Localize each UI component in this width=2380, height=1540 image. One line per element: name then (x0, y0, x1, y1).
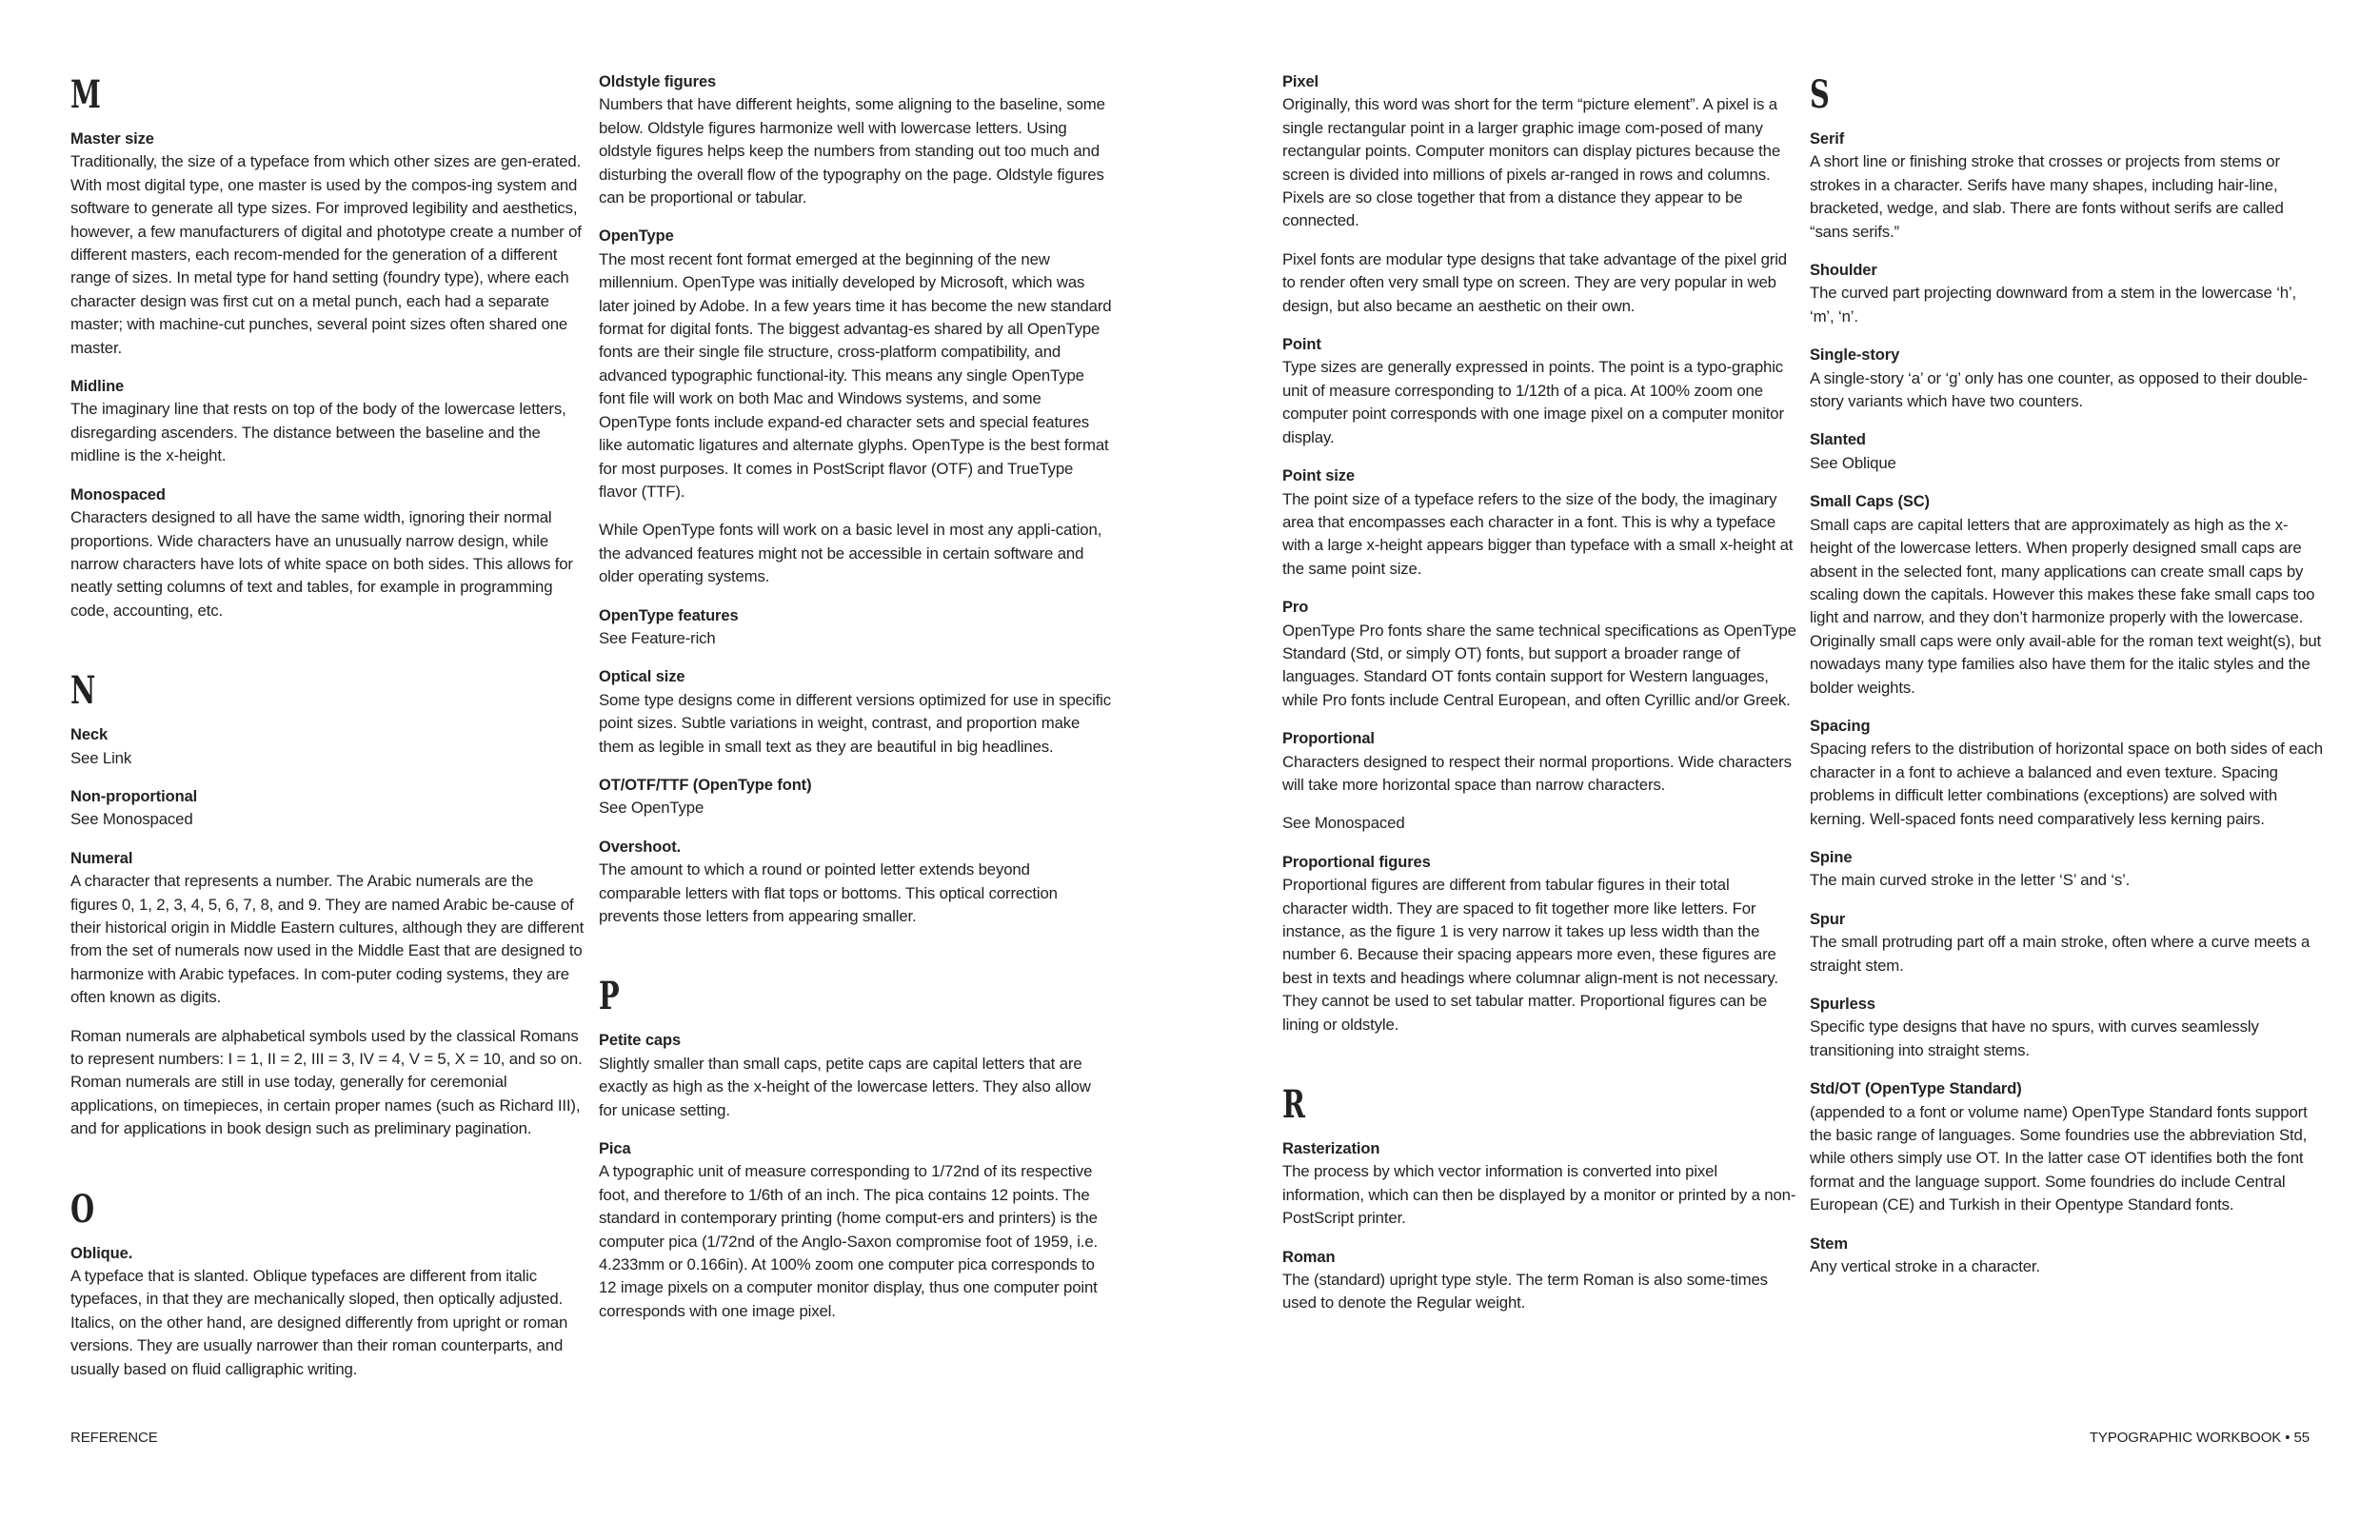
entry-non-proportional (70, 785, 585, 832)
entry-definition: See Link (70, 748, 132, 767)
footer-section-label: REFERENCE (70, 1430, 158, 1446)
entry-term: Pixel (1282, 73, 1319, 90)
entry-term: Midline (70, 378, 125, 396)
entry-term: Shoulder (1810, 262, 1877, 280)
entry-definition: Originally, this word was short for the term “picture element”. A pixel is a single rectangular point in a larger graphic image com-posed of many rectangular points. Computer monitors can display pictures because the screen is divided into millions of pixels ar-ranged in rows and columns. Pixels are so close together that from a distance they appear to be connected. (1282, 95, 1781, 230)
entry-term: Proportional (1282, 730, 1375, 748)
entry-slanted (1810, 428, 2324, 475)
entry-definition: A single-story ‘a’ or ‘g’ only has one counter, as opposed to their double-story variants which have two counters. (1810, 368, 2308, 411)
entry-definition: The point size of a typeface refers to the size of the body, the imaginary area that encompasses each character in a font. This is why a typeface with a large x-height appears bigger than typeface with a small x-height at the same point size. (1282, 489, 1794, 578)
entry-spacing (1810, 715, 2324, 831)
entry-term: Spacing (1810, 717, 1871, 735)
entry-serif (1810, 128, 2324, 244)
section-letter-n: N (70, 668, 96, 714)
entry-definition: Characters designed to all have the same width, ignoring their normal proportions. Wide characters have an unusually narrow design, while narrow characters have lots of white space on both sides. This allows for neatly setting columns of text and tables, for example in programming code, accounting, etc. (70, 508, 573, 620)
entry-term: Roman (1282, 1248, 1336, 1266)
entry-definition: The curved part projecting downward from a stem in the lowercase ‘h’, ‘m’, ‘n’. (1810, 284, 2297, 326)
entry-term: Pica (599, 1140, 631, 1158)
entry-point-size (1282, 464, 1796, 581)
entry-spurless (1810, 993, 2324, 1062)
entry-neck (70, 723, 585, 770)
section-letter-s: S (1810, 72, 1830, 117)
entry-term: Neck (70, 726, 109, 744)
entry-term: Pro (1282, 599, 1309, 617)
entry-shoulder (1810, 259, 2324, 328)
entry-term: OpenType features (599, 606, 739, 624)
entry-term: Spurless (1810, 996, 1875, 1013)
entry-definition: The amount to which a round or pointed letter extends beyond comparable letters with flat tops or bottoms. This optical correction prevents those letters from appearing smaller. (599, 860, 1058, 925)
entry-definition: A typeface that is slanted. Oblique typefaces are different from italic typefaces, in that they are mechanically sloped, then optically adjusted. Italics, on the other hand, are designed differently from upright or roman versions. They are usually narrower than their roman counterparts, and usually based on fluid calligraphic writing. (70, 1267, 568, 1378)
entry-term: Rasterization (1282, 1140, 1380, 1158)
entry-pixel (1282, 70, 1796, 318)
entry-opentype (599, 225, 1113, 588)
entry-definition: Some type designs come in different versions optimized for use in specific point sizes. Subtle variations in weight, contrast, and proportion make them as legible in small text as they are beautiful in big headlines. (599, 690, 1111, 756)
entry-rasterization (1282, 1137, 1796, 1231)
entry-opentype-features (599, 604, 1113, 651)
entry-term: Non-proportional (70, 787, 198, 805)
entry-term: Stem (1810, 1234, 1848, 1253)
entry-definition: Slightly smaller than small caps, petite caps are capital letters that are exactly as high as the x-height of the lowercase letters. They also allow for unicase setting. (599, 1054, 1091, 1119)
entry-definition: See Oblique (1810, 453, 1896, 472)
entry-definition: Small caps are capital letters that are approximately as high as the x-height of the lowercase letters. When properly designed small caps are absent in the selected font, many applications can create small caps by scaling down the capitals. However this makes these fake small caps too light and narrow, and they don’t harmonize properly with the lowercase. Originally small caps were only avail-able for the roman text weight(s), but nowadays many type families also have them for the italic styles and the bolder weights. (1810, 515, 2322, 697)
entry-term: Single-story (1810, 346, 1900, 365)
entry-std-ot (1810, 1077, 2324, 1216)
entry-definition: See Feature-rich (599, 628, 716, 647)
entry-midline (70, 375, 585, 468)
entry-petite-caps (599, 1029, 1113, 1122)
entry-term: Oblique. (70, 1244, 133, 1262)
entry-definition: Proportional figures are different from tabular figures in their total character width. They are spaced to fit together more like letters. For instance, as the figure 1 is very narrow it takes up less width than the number 6. Because their spacing appears more even, these figures are best in texts and headings where columnar align-ment is not necessary. They cannot be used to set tabular matter. Proportional figures can be lining or oldstyle. (1282, 876, 1778, 1034)
entry-point (1282, 333, 1796, 449)
entry-definition: Numbers that have different heights, some aligning to the baseline, some below. Oldstyle figures harmonize well with lowercase letters. Using oldstyle figures helps keep the numbers from standing out too much and disturbing the overall flow of the typography on the page. Oldstyle figures can be proportional or tabular. (599, 95, 1105, 207)
entry-definition: Roman numerals are alphabetical symbols used by the classical Romans to represent numbers: I = 1, II = 2, III = 3, IV = 4, V = 5, X = 10, and so on. Roman numerals are still in use today, generally for ceremonial applications, on timepieces, in certain proper names (such as Richard III), and for applications in book design such as preliminary pagination. (70, 1026, 583, 1138)
entry-pro (1282, 596, 1796, 712)
entry-oldstyle-figures (599, 70, 1113, 209)
entry-term: Optical size (599, 668, 685, 686)
column-2 (599, 70, 1113, 1338)
entry-single-story (1810, 344, 2324, 413)
column-3 (1282, 70, 1796, 1331)
entry-master-size (70, 128, 585, 360)
section-letter-p: P (599, 974, 620, 1019)
entry-definition: The process by which vector information is converted into pixel information, which can then be displayed by a monitor or printed by a non-PostScript printer. (1282, 1162, 1796, 1228)
entry-term: Oldstyle figures (599, 73, 717, 90)
entry-oblique (70, 1242, 585, 1381)
entry-definition: Any vertical stroke in a character. (1810, 1257, 2040, 1276)
entry-term: Monospaced (70, 485, 166, 503)
entry-definition: Traditionally, the size of a typeface from which other sizes are gen-erated. With most digital type, one master is used by the compos-ing system and software to generate all type sizes. For improved legibility and aesthetics, however, a few manufacturers of digital and phototype create a number of different masters, each recom-mended for the generation of a different range of sizes. In metal type for hand setting (foundry type), where each character design was first cut on a metal punch, each had a separate master; with machine-cut punches, several point sizes often shared one master. (70, 152, 582, 357)
entry-term: Std/OT (OpenType Standard) (1810, 1080, 2022, 1098)
entry-proportional (1282, 727, 1796, 836)
entry-term: Point (1282, 336, 1321, 354)
entry-definition: A character that represents a number. The Arabic numerals are the figures 0, 1, 2, 3, 4, 5, 6, 7, 8, and 9. They are named Arabic be-cause of their historical origin in Middle Eastern cultures, although they are different from the set of numerals now used in the Middle East that are designed to harmonize with Arabic typefaces. In com-puter coding systems, they are often known as digits. (70, 872, 585, 1007)
column-1 (70, 74, 585, 1396)
footer-running-title: TYPOGRAPHIC WORKBOOK • 55 (2089, 1430, 2310, 1446)
entry-term: Overshoot. (599, 838, 682, 856)
entry-definition: The (standard) upright type style. The term Roman is also some-times used to denote the Regular weight. (1282, 1271, 1768, 1313)
entry-overshoot (599, 836, 1113, 929)
entry-pica (599, 1137, 1113, 1323)
entry-definition: (appended to a font or volume name) OpenType Standard fonts support the basic range of languages. Some foundries use the abbreviation Std, while others simply use OT. In the latter case OT identifies both the font format and the language support. Some foundries do include Central European (CE) and Turkish in their Opentype Standard fonts. (1810, 1102, 2308, 1214)
entry-definition: The most recent font format emerged at the beginning of the new millennium. OpenType was initially developed by Microsoft, which was later joined by Adobe. In a few years time it has become the new standard format for digital fonts. The biggest advantag-es shared by all OpenType fonts are their single file structure, cross-platform compatibility, and advanced typographic functional-ity. This means any single OpenType font file will work on both Mac and Windows systems, and some OpenType fonts include expand-ed character sets and special features like automatic ligatures and alternate glyphs. OpenType is the best format for most purposes. It comes in PostScript flavor (OTF) and TrueType flavor (TTF). (599, 249, 1112, 501)
column-4 (1810, 74, 2324, 1293)
entry-definition: The small protruding part off a main stroke, often where a curve meets a straight stem. (1810, 933, 2311, 975)
entry-ot-otf-ttf (599, 774, 1113, 820)
entry-stem (1810, 1233, 2324, 1279)
entry-term: OT/OTF/TTF (OpenType font) (599, 776, 812, 794)
entry-monospaced (70, 484, 585, 622)
entry-term: Master size (70, 130, 154, 148)
entry-term: Serif (1810, 130, 1845, 148)
entry-definition: The imaginary line that rests on top of the body of the lowercase letters, disregarding ascenders. The distance between the baseline and the midline is the x-height. (70, 400, 566, 465)
entry-definition: See Monospaced (70, 810, 193, 829)
entry-term: Small Caps (SC) (1810, 493, 1930, 511)
entry-definition: The main curved stroke in the letter ‘S’ and ‘s’. (1810, 871, 2131, 890)
entry-definition: A short line or finishing stroke that crosses or projects from stems or strokes in a character. Serifs have many shapes, including hair-line, bracketed, wedge, and slab. There are fonts without serifs are called “sans serifs.” (1810, 152, 2284, 241)
entry-term: Slanted (1810, 431, 1866, 449)
entry-term: Spur (1810, 910, 1846, 928)
entry-spine (1810, 846, 2324, 893)
entry-definition: See OpenType (599, 799, 704, 818)
section-letter-r: R (1282, 1082, 1305, 1128)
entry-definition: Characters designed to respect their normal proportions. Wide characters will take more horizontal space than narrow characters. (1282, 752, 1792, 794)
entry-definition: Pixel fonts are modular type designs that take advantage of the pixel grid to render often very small type on screen. They are very popular in web design, but also became an aesthetic on their own. (1282, 249, 1787, 315)
entry-definition: While OpenType fonts will work on a basic level in most any appli-cation, the advanced features might not be accessible in certain software and older operating systems. (599, 521, 1102, 586)
entry-definition: Spacing refers to the distribution of horizontal space on both sides of each character in a font to achieve a balanced and even texture. Spacing problems in difficult letter combinations (exceptions) are solved with kerning. Well-spaced fonts need comparatively less kerning pairs. (1810, 740, 2323, 828)
entry-definition: Specific type designs that have no spurs, with curves seamlessly transitioning into straight stems. (1810, 1017, 2259, 1059)
entry-small-caps (1810, 490, 2324, 700)
entry-proportional-figures (1282, 851, 1796, 1037)
section-letter-o: O (70, 1186, 95, 1232)
entry-term: Petite caps (599, 1032, 682, 1050)
entry-definition: See Monospaced (1282, 814, 1405, 833)
entry-numeral (70, 847, 585, 1141)
entry-term: Spine (1810, 848, 1853, 866)
entry-spur (1810, 908, 2324, 977)
entry-optical-size (599, 665, 1113, 759)
entry-definition: A typographic unit of measure corresponding to 1/72nd of its respective foot, and therefore to 1/6th of an inch. The pica contains 12 points. The standard in contemporary printing (home comput-ers and printers) is the computer pica (1/72nd of the Anglo-Saxon compromise foot of 1959, i.e. 4.233mm or 0.166in). At 100% zoom one computer pica corresponds to 12 image pixels on a computer monitor display, thus one computer point corresponds with one image pixel. (599, 1162, 1099, 1320)
entry-term: Proportional figures (1282, 853, 1431, 871)
entry-definition: Type sizes are generally expressed in points. The point is a typo-graphic unit of measure corresponding to 1/12th of a pica. At 100% zoom one computer point corresponds with one image pixel on a computer monitor display. (1282, 358, 1784, 446)
entry-term: Numeral (70, 849, 133, 867)
entry-term: OpenType (599, 227, 674, 246)
entry-roman (1282, 1246, 1796, 1315)
section-letter-m: M (70, 72, 101, 117)
entry-term: Point size (1282, 467, 1356, 485)
entry-definition: OpenType Pro fonts share the same technical specifications as OpenType Standard (Std, or simply OT) fonts, but support a broader range of languages. Standard OT fonts contain support for Western languages, while Pro fonts include Central European, and often Cyrillic and/or Greek. (1282, 621, 1796, 709)
